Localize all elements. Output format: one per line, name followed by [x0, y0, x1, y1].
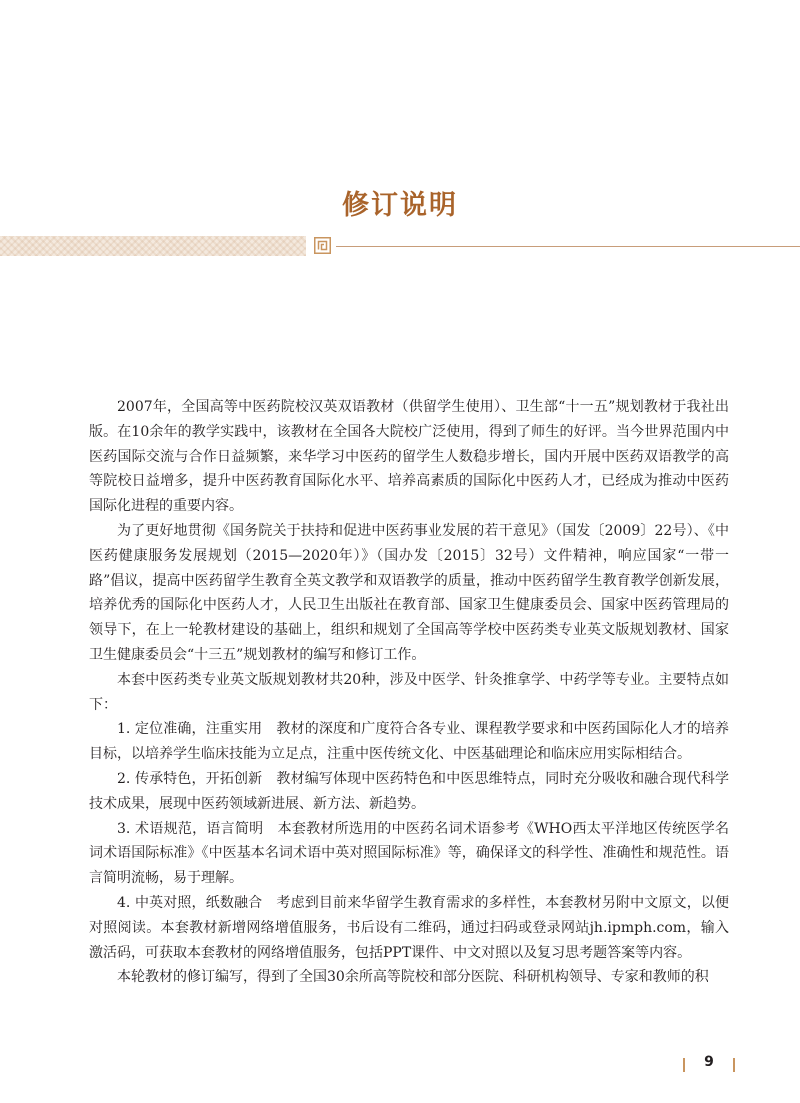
paragraph-feature-1: 1. 定位准确，注重实用 教材的深度和广度符合各专业、课程教学要求和中医药国际化人才的培养目标，以培养学生临床技能为立足点，注重中医传统文化、中医基础理论和临床应用实际相结合。: [89, 721, 729, 763]
paragraph-features-intro: 本套中医药类专业英文版规划教材共20种，涉及中医学、针灸推拿学、中药学等专业。主要特点如下：: [89, 671, 729, 713]
body-text: [89, 395, 729, 990]
paragraph-feature-3: 3. 术语规范，语言简明 本套教材所选用的中医药名词术语参考《WHO西太平洋地区传统医学名词术语国际标准》《中医基本名词术语中英对照国际标准》等，确保译文的科学性、准确性和规范性。语言简明流畅，易于理解。: [89, 820, 729, 887]
paragraph-feature-4: 4. 中英对照，纸数融合 考虑到目前来华留学生教育需求的多样性，本套教材另附中文原文，以便对照阅读。本套教材新增网络增值服务，书后设有二维码，通过扫码或登录网站jh.ipmph.com，输入激活码，可获取本套教材的网络增值服务，包括PPT课件、中文对照以及复习思考题答案等内容。: [89, 894, 729, 961]
header-rule: [336, 246, 800, 247]
page-title: 修订说明: [342, 190, 458, 221]
paragraph-acknowledgement: 本轮教材的修订编写，得到了全国30余所高等院校和部分医院、科研机构领导、专家和教师的积: [117, 969, 709, 986]
footer-bar-left: [683, 1058, 685, 1072]
paragraph-policy: 为了更好地贯彻《国务院关于扶持和促进中医药事业发展的若干意见》（国发〔2009〕22号）、《中医药健康服务发展规划（2015—2020年）》（国办发〔2015〕32号）文件精神，响应国家“一带一路”倡议，提高中医药留学生教育全英文教学和双语教学的质量，推动中医药留学生教育教学创新发展，培养优秀的国际化中医药人才，人民卫生出版社在教育部、国家卫生健康委员会、国家中医药管理局的领导下，在上一轮教材建设的基础上，组织和规划了全国高等学校中医药类专业英文版规划教材、国家卫生健康委员会“十三五”规划教材的编写和修订工作。: [89, 522, 729, 663]
decorative-pattern-band: [0, 236, 306, 256]
page-footer: [683, 1052, 743, 1076]
meander-ornament-icon: [314, 237, 331, 254]
paragraph-intro: 2007年，全国高等中医药院校汉英双语教材（供留学生使用）、卫生部“十一五”规划教材于我社出版。在10余年的教学实践中，该教材在全国各大院校广泛使用，得到了师生的好评。当今世界范围内中医药国际交流与合作日益频繁，来华学习中医药的留学生人数稳步增长，国内开展中医药双语教学的高等院校日益增多，提升中医药教育国际化水平、培养高素质的国际化中医药人才，已经成为推动中医药国际化进程的重要内容。: [89, 399, 729, 515]
page-number: 9: [704, 1054, 714, 1070]
paragraph-feature-2: 2. 传承特色，开拓创新 教材编写体现中医药特色和中医思维特点，同时充分吸收和融合现代科学技术成果，展现中医药领域新进展、新方法、新趋势。: [89, 770, 729, 812]
footer-bar-right: [733, 1058, 735, 1072]
